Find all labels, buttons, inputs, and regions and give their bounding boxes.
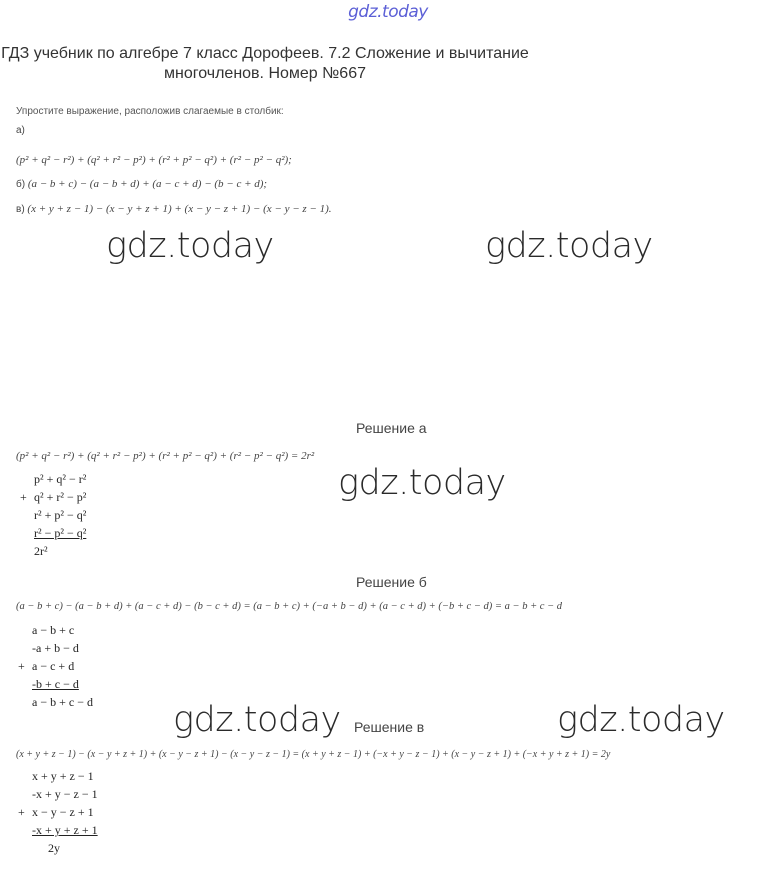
column-row (18, 621, 93, 639)
column-row (20, 506, 86, 524)
solution-c-column (18, 767, 98, 857)
solution-b-equation: (a − b + c) − (a − b + d) + (a − c + d) − (b − c + d) = (a − b + c) + (−a + b − d) + (a − c + d) + (−b + c − d) = a − b + c − d (16, 601, 563, 612)
site-logo[interactable]: gdz.today (348, 2, 428, 22)
solution-a-heading: Решение а (356, 420, 427, 436)
column-term: a − c + d (32, 659, 75, 673)
page-title: ГДЗ учебник по алгебре 7 класс Дорофеев. 7.2 Сложение и вычитание многочленов. Номер №667 (1, 45, 529, 82)
column-term: -b + c − d (32, 677, 79, 691)
watermark: gdz.today (485, 226, 653, 266)
plus-sign: + (20, 490, 27, 504)
column-result-value: 2y (48, 841, 60, 855)
column-term: a − b + c (32, 623, 75, 637)
plus-sign: + (18, 659, 25, 673)
task-b-expression: (a − b + c) − (a − b + d) + (a − c + d) − (b − c + d); (27, 178, 268, 190)
column-row (20, 470, 86, 488)
task-a-label-text: а) (16, 125, 25, 136)
solution-c-heading: Решение в (354, 719, 425, 735)
watermark: gdz.today (557, 700, 725, 740)
task-c-label: в) (16, 204, 25, 215)
column-row (18, 821, 98, 839)
column-row (18, 767, 98, 785)
solution-c-equation: (x + y + z − 1) − (x − y + z + 1) + (x − y − z + 1) − (x − y − z − 1) = (x + y + z − 1) + (−x + y − z − 1) + (x − y − z + 1) + (−x + y + z + 1) = 2y (16, 749, 611, 760)
column-term: q² + r² − p² (34, 490, 87, 504)
watermark: gdz.today (106, 226, 274, 266)
column-result-value: 2r² (34, 544, 48, 558)
column-row (18, 639, 93, 657)
column-row (20, 488, 86, 506)
column-term: x − y − z + 1 (32, 805, 94, 819)
column-row (20, 524, 86, 542)
column-term: -x + y + z + 1 (32, 823, 98, 837)
solution-b-column (18, 621, 93, 711)
column-row (18, 657, 93, 675)
column-term: r² − p² − q² (34, 526, 87, 540)
column-row (18, 803, 98, 821)
plus-sign: + (18, 805, 25, 819)
task-c-line (16, 203, 332, 215)
task-c-expression: (x + y + z − 1) − (x − y + z + 1) + (x − y − z + 1) − (x − y − z − 1). (27, 203, 332, 215)
column-term: x + y + z − 1 (32, 769, 94, 783)
column-result-value: a − b + c − d (32, 695, 93, 709)
task-b-label: б) (16, 179, 26, 190)
column-term: -a + b − d (32, 641, 79, 655)
solution-a-column (20, 470, 86, 560)
task-a-label (16, 124, 25, 136)
column-result (18, 839, 98, 857)
solution-b-heading: Решение б (356, 574, 427, 590)
watermark: gdz.today (338, 463, 506, 503)
task-b-line (16, 178, 267, 190)
task-a-expression: (p² + q² − r²) + (q² + r² − p²) + (r² + p² − q²) + (r² − p² − q²); (16, 154, 292, 166)
task-intro: Упростите выражение, расположив слагаемые в столбик: (16, 106, 284, 117)
column-term: p² + q² − r² (34, 472, 87, 486)
column-row (18, 785, 98, 803)
column-row (18, 675, 93, 693)
solution-a-equation: (p² + q² − r²) + (q² + r² − p²) + (r² + p² − q²) + (r² − p² − q²) = 2r² (16, 450, 315, 462)
column-result (18, 693, 93, 711)
column-term: -x + y − z − 1 (32, 787, 98, 801)
watermark: gdz.today (173, 700, 341, 740)
column-term: r² + p² − q² (34, 508, 87, 522)
column-result (20, 542, 86, 560)
